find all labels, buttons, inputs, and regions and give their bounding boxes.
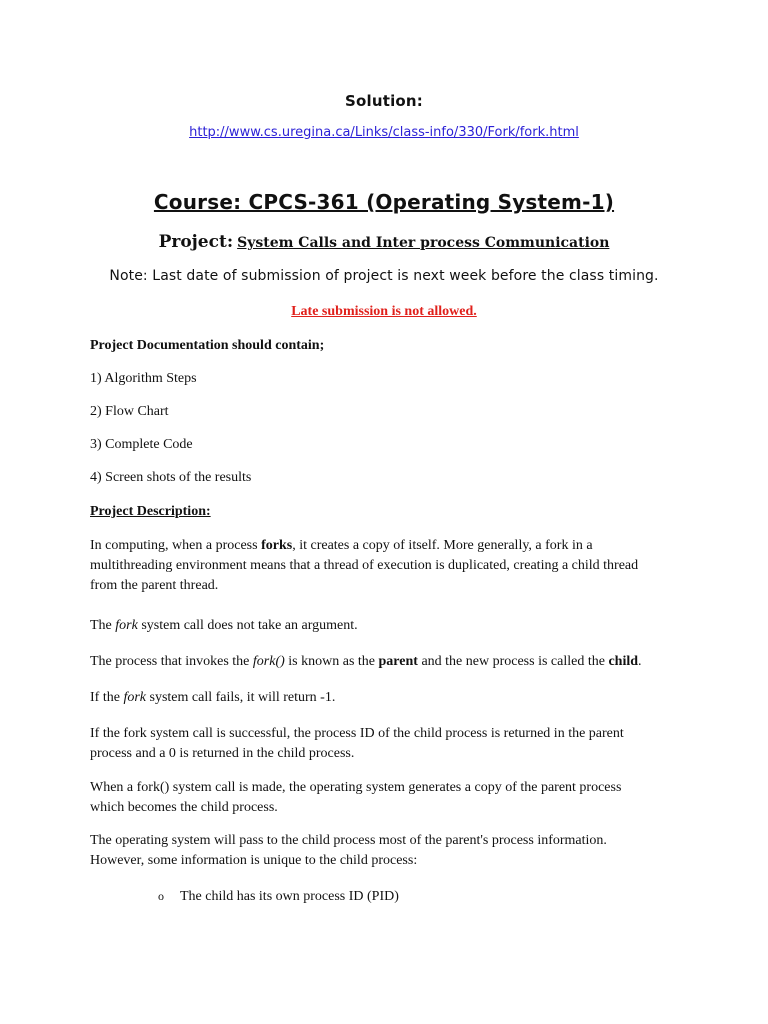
text-run: is known as the (284, 654, 379, 669)
text-run: The process that invokes the (90, 654, 253, 669)
project-title (0, 232, 768, 252)
text-run: system call does not take an argument. (137, 618, 358, 633)
text-run: . (638, 654, 642, 669)
text-run: and the new process is called the (417, 654, 609, 669)
documentation-item: 4) Screen shots of the results (90, 470, 252, 485)
project-subtitle: System Calls and Inter process Communication (237, 235, 610, 251)
description-heading: Project Description: (90, 504, 211, 519)
project-lead: Project: (158, 232, 234, 252)
text-run: , it creates a copy of itself. More generally, a fork in a (292, 538, 593, 553)
paragraph-copy-parent (90, 778, 690, 818)
text-run-bold: child (608, 654, 639, 669)
text-run-italic: fork (115, 618, 138, 633)
submission-note: Note: Last date of submission of project is next week before the class timing. (109, 268, 659, 284)
text-run: system call fails, it will return -1. (146, 690, 336, 705)
text-run: If the (90, 690, 124, 705)
bullet-marker: o (158, 889, 164, 903)
paragraph-line: which becomes the child process. (90, 800, 278, 815)
text-run: In computing, when a process (90, 538, 262, 553)
paragraph-line: from the parent thread. (90, 578, 219, 593)
late-submission-warning: Late submission is not allowed. (291, 304, 477, 319)
paragraph-line: The operating system will pass to the child process most of the parent's process information. (90, 833, 607, 848)
text-run: The (90, 618, 116, 633)
paragraph-fork-argument (90, 616, 690, 636)
solution-label: Solution: (344, 92, 424, 110)
paragraph-line: If the fork system call is successful, the process ID of the child process is returned in the parent (90, 726, 624, 741)
text-run-bold: parent (378, 654, 418, 669)
paragraph-parent-child (90, 652, 690, 672)
paragraph-fork-success (90, 724, 690, 764)
paragraph-line: When a fork() system call is made, the operating system generates a copy of the parent process (90, 780, 622, 795)
paragraph-fork-fails (90, 688, 690, 708)
paragraph-process-information (90, 831, 690, 871)
documentation-heading: Project Documentation should contain; (90, 338, 325, 353)
paragraph-line: However, some information is unique to the child process: (90, 853, 418, 868)
text-run-bold: forks (261, 538, 293, 553)
paragraph-line (90, 536, 690, 556)
solution-link[interactable]: http://www.cs.uregina.ca/Links/class-info/330/Fork/fork.html (189, 125, 579, 140)
paragraph-line: multithreading environment means that a thread of execution is duplicated, creating a child thread (90, 558, 639, 573)
text-run-italic: fork() (252, 654, 285, 669)
course-title: Course: CPCS-361 (Operating System-1) (153, 190, 615, 214)
documentation-item: 1) Algorithm Steps (90, 371, 197, 386)
paragraph-fork-definition (90, 536, 690, 596)
paragraph-line: process and a 0 is returned in the child process. (90, 746, 355, 761)
documentation-item: 3) Complete Code (90, 437, 193, 452)
documentation-item: 2) Flow Chart (90, 404, 169, 419)
bullet-item (158, 886, 658, 907)
bullet-text: The child has its own process ID (PID) (180, 889, 399, 904)
text-run-italic: fork (123, 690, 146, 705)
